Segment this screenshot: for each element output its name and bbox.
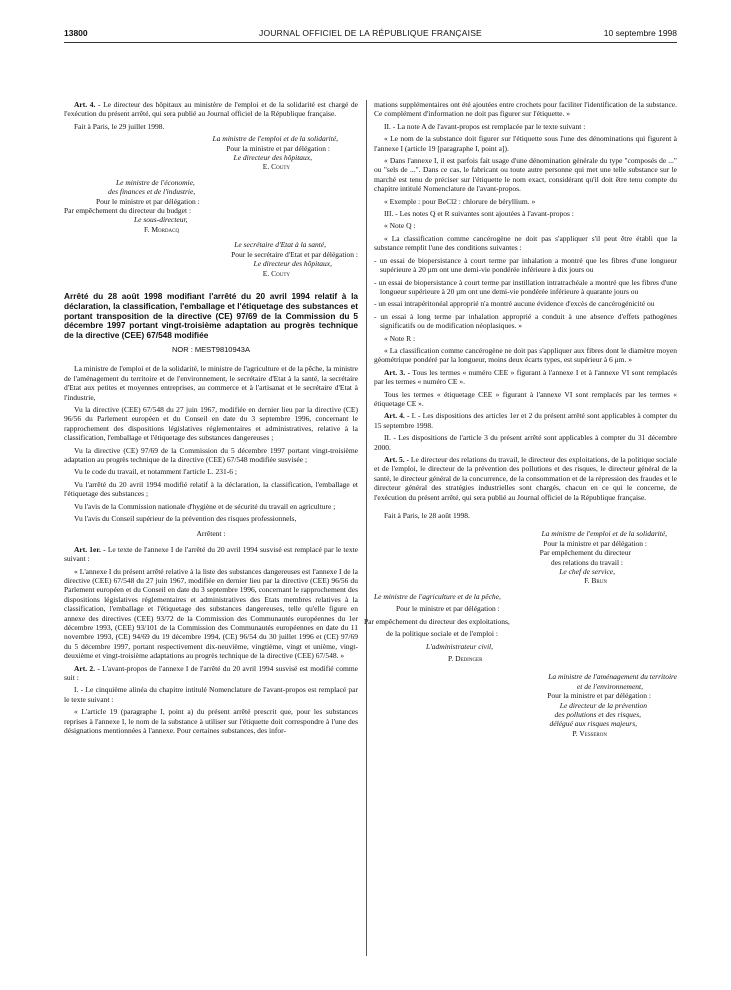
sig-pour: Pour la ministre et par délégation : bbox=[226, 143, 330, 153]
page-number: 13800 bbox=[64, 28, 88, 38]
sig-sub: L'administrateur civil, bbox=[426, 641, 494, 651]
sig-name: E. Couty bbox=[262, 162, 290, 172]
continued-text: mations supplémentaires ont été ajoutées entre crochets pour faciliter l'identification de la substance. Ce complément d'information ne doit pas figurer sur l'étiquette. » bbox=[374, 100, 677, 119]
list-item: - un essai intrapéritonéal approprié n'a montré aucune évidence d'excès de cancérogénicité ou bbox=[374, 299, 655, 309]
sig-name: P. Dedinger bbox=[448, 653, 483, 663]
sig-emp: Par empêchement du directeur du budget : bbox=[64, 206, 192, 216]
intro-paragraph: La ministre de l'emploi et de la solidarité, le ministre de l'agriculture et de la pêche, la ministre de l'aménagement du territoire et de l'environnement, le secrétaire d'Etat à la santé, la secrétaire d'Etat aux petites et moyennes entreprises, au commerce et à l'artisanat et le secrétaire d'Etat à l'industrie, bbox=[64, 364, 358, 402]
page-header bbox=[64, 28, 677, 40]
issue-date: 10 septembre 1998 bbox=[603, 28, 677, 38]
sig-emp: Par empêchement du directeur des exploitations, bbox=[364, 616, 510, 626]
article-3-b: Tous les termes « étiquetage CEE » figurant à l'annexe VI sont remplacés par les termes « étiquetage CE ». bbox=[374, 389, 677, 408]
left-column bbox=[64, 100, 358, 739]
sig-name: F. Brun bbox=[584, 576, 607, 586]
list-item: - un essai à long terme par inhalation approprié a conduit à une absence d'effets pathogènes significatifs ou de modification néoplasiques. » bbox=[374, 311, 677, 331]
article-5: Art. 5. - Le directeur des relations du travail, le directeur des exploitations, de la politique sociale et de l'emploi, le directeur de la prévention des pollutions et des risques, le directeur général de la santé, le directeur général de la concurrence, de la consommation et de la répression des fraudes et le directeur général des stratégies industrielles sont chargés, chacun en ce qui le concerne, de l'exécution du présent arrêté, qui sera publié au Journal officiel de la République française. bbox=[374, 455, 677, 502]
note-a-quote: « Dans l'annexe I, il est parfois fait usage d'une dénomination générale du type "composés de ..." ou "sels de ...". Dans ce cas, le fabricant ou toute autre personne qui met une telle substance sur le marché est tenu de préciser sur l'étiquette le nom exact, considérant qu'il doit être tenu compte du chapitre intitulé Nomenclature de l'avant-propos. bbox=[374, 156, 677, 194]
sig-name: F. Mordacq bbox=[144, 224, 180, 234]
right-column bbox=[364, 100, 678, 738]
arrete-title: Arrêté du 28 août 1998 modifiant l'arrêté du 20 avril 1994 relatif à la déclaration, la classification, l'emballage et l'étiquetage des substances et portant transposition de la directive (CE) 97/69 de la Commission du 5 décembre 1997 portant vingt-troisième adaptation au progrès technique de la directive (CEE) 67/548 modifiée bbox=[64, 290, 358, 341]
sig-pour: Pour la ministre et par délégation : bbox=[547, 691, 651, 701]
sig-name: E. Couty bbox=[262, 268, 290, 278]
visa: Vu l'arrêté du 20 avril 1994 modifié relatif à la déclaration, la classification, l'emballage et l'étiquetage des substances ; bbox=[64, 479, 358, 499]
notes-qr-intro: III. - Les notes Q et R suivantes sont ajoutées à l'avant-propos : bbox=[384, 209, 574, 219]
sig-sub: Le chef de service, bbox=[559, 567, 615, 577]
note-q-heading: « Note Q : bbox=[384, 221, 416, 231]
visa: Vu l'avis de la Commission nationale d'hygiène et de sécurité du travail en agriculture ; bbox=[74, 501, 336, 511]
sig-pour: Pour le ministre et par délégation : bbox=[96, 196, 200, 206]
sig-name: P. Vesseron bbox=[572, 728, 607, 738]
sig-sub: des pollutions et des risques, bbox=[554, 709, 641, 719]
sig-pour: Pour le ministre et par délégation : bbox=[396, 604, 500, 614]
sig-emp: Par empêchement du directeur bbox=[539, 548, 631, 558]
article-3: Art. 3. - Tous les termes « numéro CEE » figurant à l'annexe I et à l'annexe VI sont remplacés par les termes « numéro CE ». bbox=[374, 367, 677, 387]
list-item: - un essai de biopersistance à court terme par inhalation a montré que les fibres d'une longueur supérieure à 20 μm ont une demi-vie pondérée inférieure à dix jours ou bbox=[374, 255, 677, 275]
sig-role: La ministre de l'emploi et de la solidarité, bbox=[212, 134, 338, 144]
sig-emp: des relations du travail : bbox=[550, 557, 623, 567]
article-4: Art. 4. - I. - Les dispositions des articles 1er et 2 du présent arrêté sont applicables à compter du 15 septembre 1998. bbox=[374, 411, 678, 430]
journal-title: JOURNAL OFFICIEL DE LA RÉPUBLIQUE FRANÇAISE bbox=[259, 28, 482, 38]
sig-role: La ministre de l'aménagement du territoire bbox=[548, 672, 677, 682]
sig-role: Le ministre de l'agriculture et de la pêche, bbox=[374, 591, 501, 601]
article-2: Art. 2. - L'avant-propos de l'annexe I de l'arrêté du 20 avril 1994 susvisé est modifié comme suit : bbox=[64, 663, 358, 683]
sig-pour: Pour la ministre et par délégation : bbox=[543, 538, 647, 548]
note-a-intro: II. - La note A de l'avant-propos est remplacée par le texte suivant : bbox=[384, 121, 586, 131]
sig-sub: Le directeur de la prévention bbox=[559, 700, 647, 710]
article-1-quote: « L'annexe I du présent arrêté relative à la liste des substances dangereuses est l'annexe I de la directive (CEE) 67/548 du 27 juin 1967, modifiée en dernier lieu par la directive (CEE) 96/56 du Parlement européen et du Conseil en date du 3 septembre 1996, concernant le rapprochement des dispositions législatives réglementaires et administratives des Etats membres relatives à la classification, l'emballage et l'étiquetage des substances dangereuses, telle qu'elle figure en annexe des directives (CEE) 93/72 de la Commission des Communautés européennes du 1er décembre 1993, (CEE) 93/101 de la Commission des Communautés européennes en date du 11 novembre 1993, (CE) 94/69 du 19 décembre 1994, (CE) 96/54 du 30 juillet 1996 et (CE) 97/69 du 5 décembre 1997, portant respectivement dix-neuvième, vingtième, vingt et unième, vingt-deuxième et vingt-troisième adaptations au progrès technique de la directive (CEE) 67/548. » bbox=[64, 566, 358, 661]
note-r-text: « La classification comme cancérogène ne doit pas s'appliquer aux fibres dont le diamètre moyen géométrique pondéré par la longueur, moins deux écarts types, est supérieur à 6 μm. » bbox=[374, 345, 677, 365]
visa: Vu la directive (CE) 97/69 de la Commission du 5 décembre 1997 portant vingt-troisième adaptation au progrès technique de la directive (CEE) 67/548 modifiée susvisée ; bbox=[64, 445, 358, 464]
list-item: - un essai de biopersistance à court terme par instillation intratrachéale a montré que les fibres d'une longueur supérieure à 20 μm ont une demi-vie pondérée inférieure à quarante jours ou bbox=[374, 277, 677, 296]
sig-role: des finances et de l'industrie, bbox=[108, 187, 196, 197]
sig-role: Le secrétaire d'Etat à la santé, bbox=[234, 240, 326, 250]
note-a-quote: « Exemple : pour BeCl2 : chlorure de béryllium. » bbox=[384, 196, 536, 206]
article-2-quote: « L'article 19 (paragraphe I, point a) du présent arrêté prescrit que, pour les substances reprises à l'annexe I, le nom de la substance à utiliser sur l'étiquette doit correspondre à l'une des désignations mentionnées à l'annexe. Pour certaines substances, des infor- bbox=[64, 707, 358, 736]
article-2-i: I. - Le cinquième alinéa du chapitre intitulé Nomenclature de l'avant-propos est remplacé par le texte suivant : bbox=[64, 685, 358, 704]
visa: Vu l'avis du Conseil supérieur de la prévention des risques professionnels, bbox=[74, 513, 297, 523]
note-q-text: « La classification comme cancérogène ne doit pas s'appliquer s'il peut être établi que la substance remplit l'une des conditions suivantes : bbox=[374, 233, 677, 253]
note-r-heading: « Note R : bbox=[384, 333, 416, 343]
sig-sub: délégué aux risques majeurs, bbox=[549, 719, 637, 729]
article-4-b: II. - Les dispositions de l'article 3 du présent arrêté sont applicables à compter du 31 décembre 2000. bbox=[374, 433, 677, 452]
sig-role: Le ministre de l'économie, bbox=[116, 177, 195, 187]
sig-emp: de la politique sociale et de l'emploi : bbox=[386, 629, 498, 639]
sig-role: et de l'environnement, bbox=[576, 681, 643, 691]
done-at-2: Fait à Paris, le 28 août 1998. bbox=[384, 511, 470, 521]
column-divider bbox=[366, 100, 367, 956]
article-4-prev: Art. 4. - Le directeur des hôpitaux au ministère de l'emploi et de la solidarité est chargé de l'exécution du présent arrêté, qui sera publié au Journal officiel de la République française. bbox=[64, 100, 358, 119]
note-a-quote: « Le nom de la substance doit figurer sur l'étiquette sous l'une des dénominations qui figurent à l'annexe I (article 19 [paragraphe I, point a]). bbox=[374, 134, 677, 153]
sig-sub: Le directeur des hôpitaux, bbox=[253, 259, 332, 269]
arretent: Arrêtent : bbox=[196, 529, 226, 539]
nor-reference: NOR : MEST9810943A bbox=[172, 344, 250, 354]
sig-sub: Le directeur des hôpitaux, bbox=[233, 153, 312, 163]
sig-role: La ministre de l'emploi et de la solidarité, bbox=[541, 529, 667, 539]
article-1: Art. 1er. - Le texte de l'annexe I de l'arrêté du 20 avril 1994 susvisé est remplacé par le texte suivant : bbox=[64, 544, 359, 564]
done-at-1: Fait à Paris, le 29 juillet 1998. bbox=[74, 121, 165, 131]
sig-sub: Le sous-directeur, bbox=[134, 215, 188, 225]
sig-pour: Pour le secrétaire d'Etat et par délégation : bbox=[231, 249, 358, 259]
visa: Vu le code du travail, et notamment l'article L. 231-6 ; bbox=[74, 467, 237, 477]
header-rule bbox=[64, 42, 677, 43]
visa: Vu la directive (CEE) 67/548 du 27 juin 1967, modifiée en dernier lieu par la directive (CE) 96/56 du Parlement européen et du Conseil en date du 3 septembre 1996, concernant le rapprochement des dispositions législatives réglementaires et administratives, relative à la classification, l'emballage et l'étiquetage des substances dangereuses ; bbox=[64, 404, 358, 443]
